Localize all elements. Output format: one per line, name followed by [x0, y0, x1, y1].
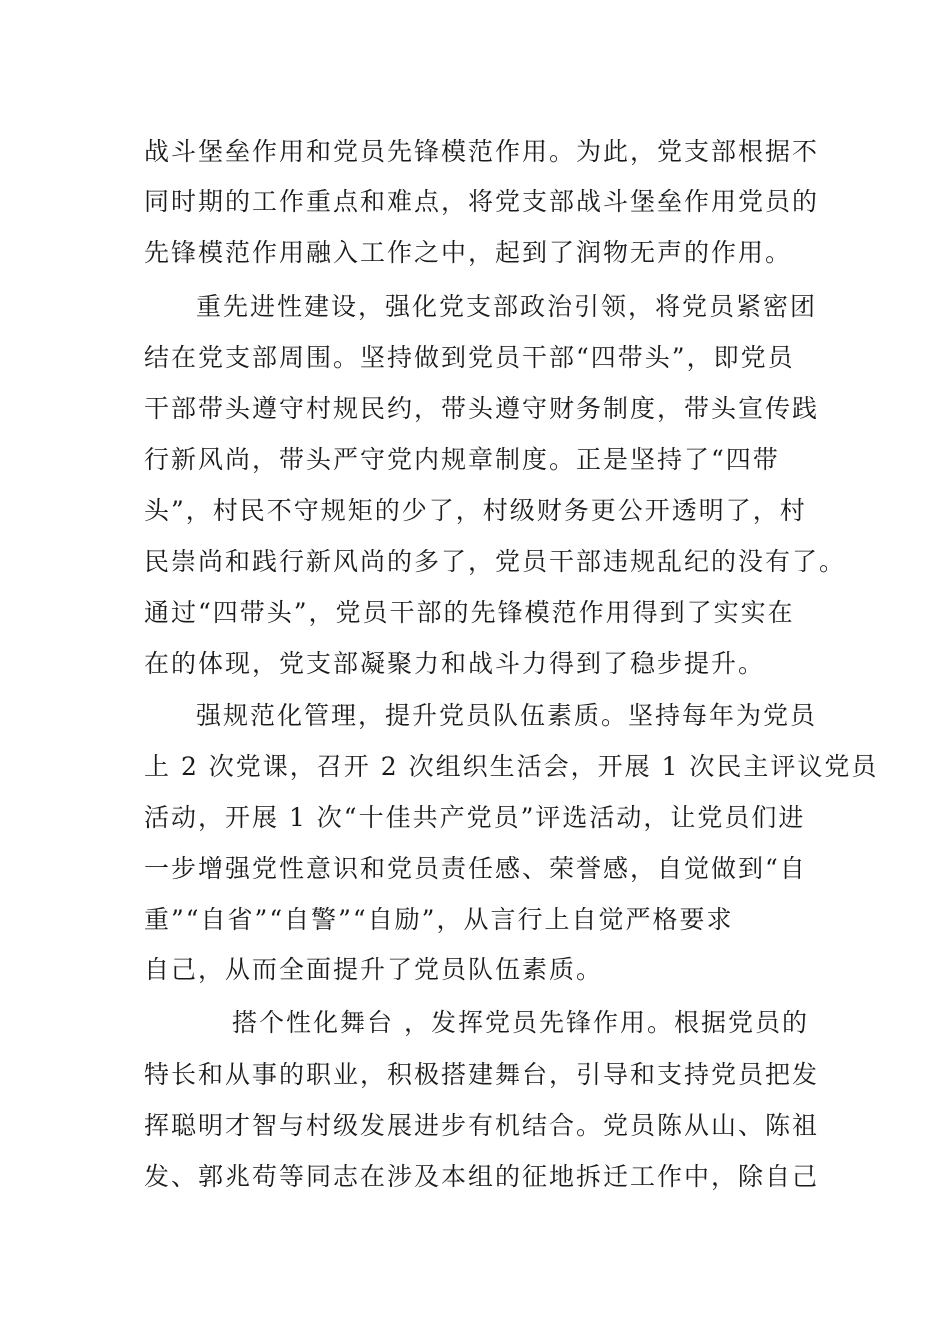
text-line: 特长和从事的职业，积极搭建舞台，引导和支持党员把发	[144, 1060, 820, 1089]
text-line: 发、郭兆苟等同志在涉及本组的征地拆迁工作中，除自己	[144, 1162, 820, 1191]
text-line: 战斗堡垒作用和党员先锋模范作用。为此，党支部根据不	[144, 137, 820, 166]
paragraph-start-line: 强规范化管理，提升党员队伍素质。坚持每年为党员	[196, 701, 818, 730]
text-line: 自己，从而全面提升了党员队伍素质。	[144, 955, 604, 984]
text-line: 挥聪明才智与村级发展进步有机结合。党员陈从山、陈祖	[144, 1111, 820, 1140]
text-line: 先锋模范作用融入工作之中，起到了润物无声的作用。	[144, 238, 793, 267]
text-line: 民崇尚和践行新风尚的多了，党员干部违规乱纪的没有了。	[144, 547, 847, 576]
text-line: 通过“四带头”，党员干部的先锋模范作用得到了实实在	[144, 598, 795, 627]
text-line: 干部带头遵守村规民约，带头遵守财务制度，带头宣传践	[144, 394, 820, 423]
text-line: 结在党支部周围。坚持做到党员干部“四带头”，即党员	[144, 343, 795, 372]
text-line: 行新风尚，带头严守党内规章制度。正是坚持了“四带	[144, 445, 780, 474]
text-line: 重”“自省”“自警”“自励”，从言行上自觉严格要求	[144, 905, 734, 934]
text-line: 上 2 次党课，召开 2 次组织生活会，开展 1 次民主评议党员	[144, 752, 879, 781]
text-line: 同时期的工作重点和难点，将党支部战斗堡垒作用党员的	[144, 187, 820, 216]
text-line: 活动，开展 1 次“十佳共产党员”评选活动，让党员们进	[144, 803, 806, 832]
paragraph-start-line: 搭个性化舞台 ，发挥党员先锋作用。根据党员的	[232, 1008, 809, 1037]
text-line: 在的体现，党支部凝聚力和战斗力得到了稳步提升。	[144, 649, 766, 678]
paragraph-start-line: 重先进性建设，强化党支部政治引领，将党员紧密团	[196, 292, 818, 321]
text-line: 头”，村民不守规矩的少了，村级财务更公开透明了，村	[144, 496, 807, 525]
text-line: 一步增强党性意识和党员责任感、荣誉感，自觉做到“自	[144, 854, 807, 883]
